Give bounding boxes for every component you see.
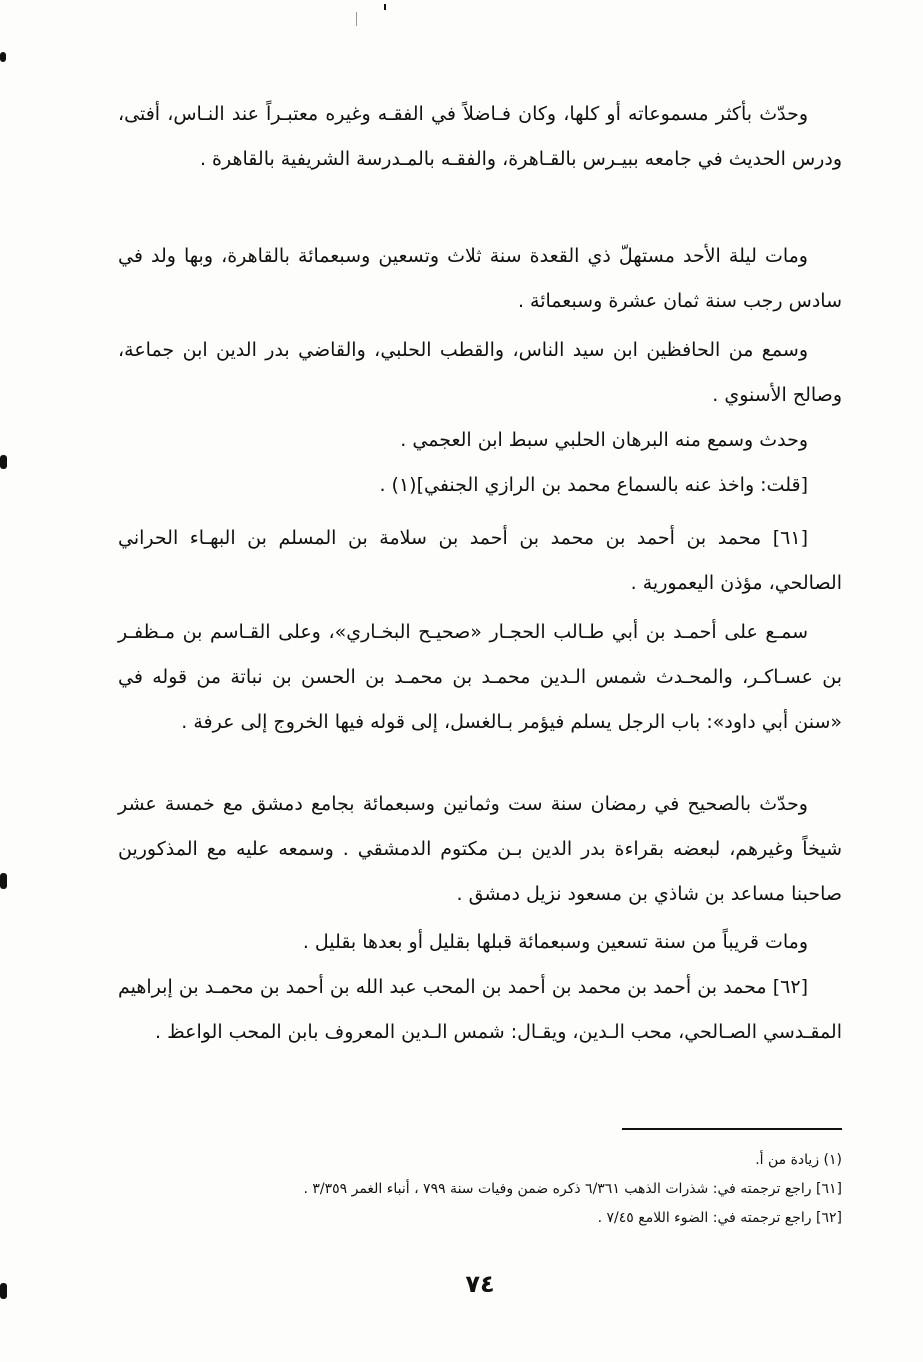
main-text xyxy=(118,965,842,1055)
entry-heading: [٦١] محمد بن أحمد بن محمد بن أحمد بن سلامة بن المسلم بن البهـاء الحراني الصالحي، مؤذن اليعمورية . xyxy=(118,527,842,594)
scan-mark xyxy=(0,1283,7,1299)
scan-mark xyxy=(356,12,357,26)
main-text xyxy=(118,610,842,745)
paragraph: سمـع على أحمـد بن أبي طـالب الحجـار «صحيـح البخـاري»، وعلى القـاسم بن مـظفـر بن عسـاكـر، والمحـدث شمس الـدين محمـد بن محمـد بن الحسن بن نباتة من قوله في «سنن أبي داود»: باب الرجل يسلم فيؤمر بـالغسل، إلى قوله فيها الخروج إلى عرفة . xyxy=(118,621,842,733)
scan-mark xyxy=(0,455,7,469)
paragraph: وحدّث بأكثر مسموعاته أو كلها، وكان فـاضلاً في الفقـه وغيره معتبـراً عند النـاس، أفتى، ودرس الحديث في جامعه ببيـرس بالقـاهرة، والفقـه بالمـدرسة الشريفية بالقاهرة . xyxy=(118,103,842,170)
paragraph: وسمع من الحافظين ابن سيد الناس، والقطب الحلبي، والقاضي بدر الدين ابن جماعة، وصالح الأسنوي . xyxy=(118,339,842,406)
main-text xyxy=(118,328,842,418)
paragraph: وحدث وسمع منه البرهان الحلبي سبط ابن العجمي . xyxy=(400,429,808,451)
scan-mark xyxy=(0,52,6,62)
footnote-rule xyxy=(622,1128,842,1130)
main-text xyxy=(118,782,842,917)
scan-mark xyxy=(0,873,7,889)
main-text xyxy=(118,920,842,965)
footnote: [٦١] راجع ترجمته في: شذرات الذهب ٦/٣٦١ ذكره ضمن وفيات سنة ٧٩٩ ، أنباء الغمر ٣/٣٥٩ . xyxy=(303,1181,842,1197)
paragraph: ومات قريباً من سنة تسعين وسبعمائة قبلها بقليل أو بعدها بقليل . xyxy=(302,931,808,953)
main-text xyxy=(118,516,842,606)
footnotes xyxy=(160,1146,842,1233)
footnote: [٦٢] راجع ترجمته في: الضوء اللامع ٧/٤٥ . xyxy=(597,1210,842,1226)
main-text xyxy=(118,234,842,324)
paragraph: ومات ليلة الأحد مستهلّ ذي القعدة سنة ثلاث وتسعين وسبعمائة بالقاهرة، وبها ولد في سادس رجب سنة ثمان عشرة وسبعمائة . xyxy=(118,245,842,312)
paragraph: وحدّث بالصحيح في رمضان سنة ست وثمانين وسبعمائة بجامع دمشق مع خمسة عشر شيخاً وغيرهم، لبعضه بقراءة بدر الدين بـن مكتوم الدمشقي . وسمعه عليه مع المذكورين صاحبنا مساعد بن شاذي بن مسعود نزيل دمشق . xyxy=(118,793,842,905)
main-text xyxy=(118,92,842,182)
main-text xyxy=(118,418,842,508)
scan-mark xyxy=(384,4,386,10)
footnote: (١) زيادة من أ. xyxy=(755,1152,842,1168)
paragraph: [قلت: واخذ عنه بالسماع محمد بن الرازي الجنفي](١) . xyxy=(379,474,808,496)
page-number: ٧٤ xyxy=(465,1270,495,1298)
entry-heading: [٦٢] محمد بن أحمد بن محمد بن أحمد بن المحب عبد الله بن أحمد بن محمـد بن إبراهيم المقـدسي الصـالحي، محب الـدين، ويقـال: شمس الـدين المعروف بابن المحب الواعظ . xyxy=(118,976,842,1043)
